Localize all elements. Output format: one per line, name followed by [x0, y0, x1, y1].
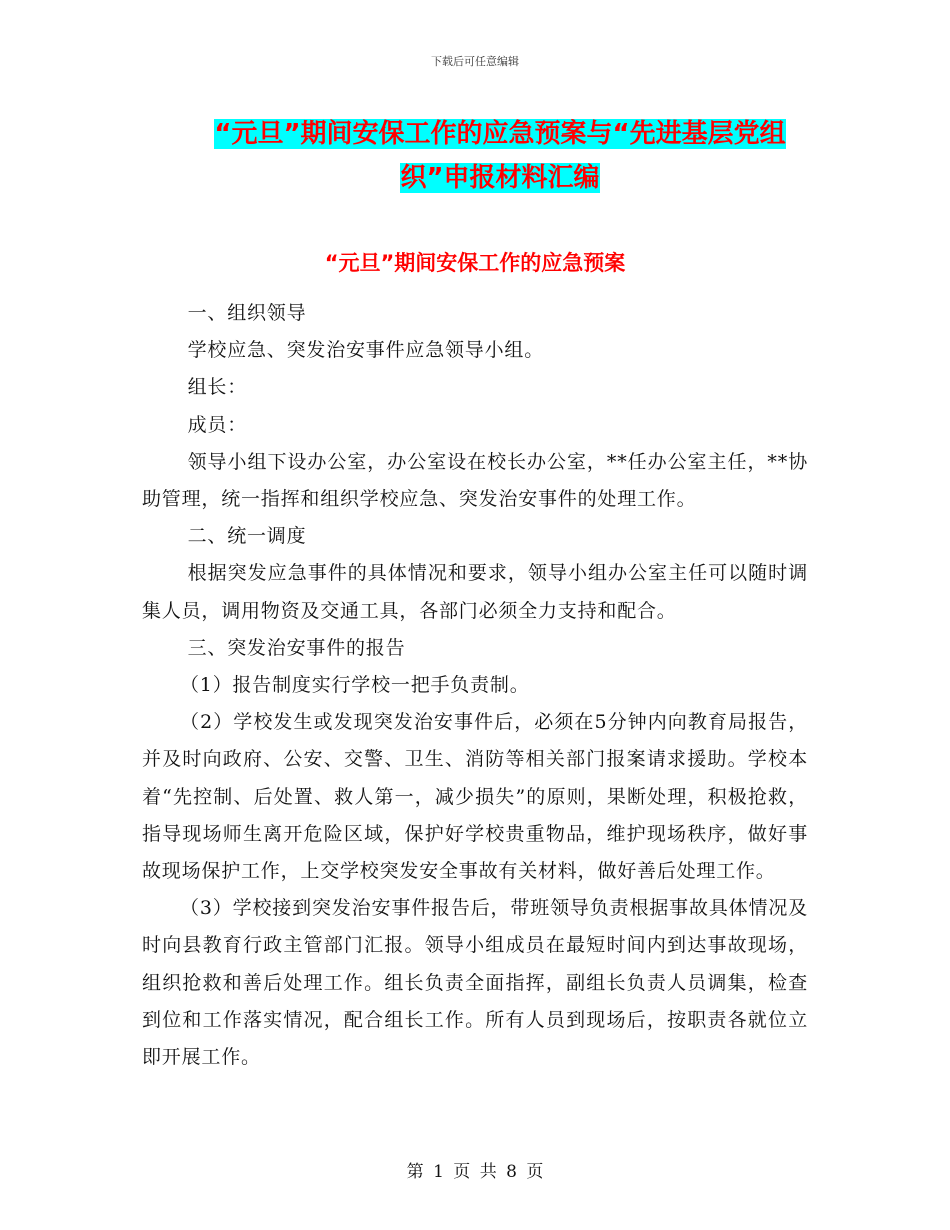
heading-organization: 一、组织领导: [187, 302, 307, 324]
page-header: 下载后可任意编辑: [431, 55, 519, 68]
document-title-line-1: “元旦”期间安保工作的应急预案与“先进基层党组: [214, 119, 786, 149]
document-title: [140, 112, 860, 200]
paragraph-report-2: （2）学校发生或发现突发治安事件后，必须在5分钟内向教育局报告，并及时向政府、公安、交警、卫生、消防等相关部门报案请求援助。学校本着“先控制、后处置、救人第一，减少损失”的原则，果断处理，积极抢救，指导现场师生离开危险区域，保护好学校贵重物品，维护现场秩序，做好事故现场保护工作，上交学校突发安全事故有关材料，做好善后处理工作。: [142, 711, 808, 883]
paragraph-group-leader: 组长：: [187, 376, 247, 399]
document-body: [142, 295, 808, 1076]
heading-dispatch: 二、统一调度: [187, 525, 307, 548]
paragraph-leading-group: 学校应急、突发治安事件应急领导小组。: [187, 339, 544, 362]
paragraph-members: 成员：: [187, 413, 247, 436]
paragraph-report-1: （1）报告制度实行学校一把手负责制。: [180, 674, 530, 697]
paragraph-office: 领导小组下设办公室，办公室设在校长办公室，**任办公室主任，**协助管理，统一指挥和组织学校应急、突发治安事件的处理工作。: [142, 450, 808, 511]
page-number: 第 1 页 共 8 页: [406, 1162, 544, 1182]
paragraph-report-3: （3）学校接到突发治安事件报告后，带班领导负责根据事故具体情况及时向县教育行政主管部门汇报。领导小组成员在最短时间内到达事故现场，组织抢救和善后处理工作。组长负责全面指挥，副组长负责人员调集，检查到位和工作落实情况，配合组长工作。所有人员到现场后，按职责各就位立即开展工作。: [142, 897, 808, 1069]
document-title-line-2: 织”申报材料汇编: [400, 163, 600, 193]
section-title: “元旦”期间安保工作的应急预案: [324, 251, 626, 275]
heading-report: 三、突发治安事件的报告: [187, 636, 406, 659]
paragraph-dispatch: 根据突发应急事件的具体情况和要求，领导小组办公室主任可以随时调集人员，调用物资及交通工具，各部门必须全力支持和配合。: [142, 562, 808, 622]
